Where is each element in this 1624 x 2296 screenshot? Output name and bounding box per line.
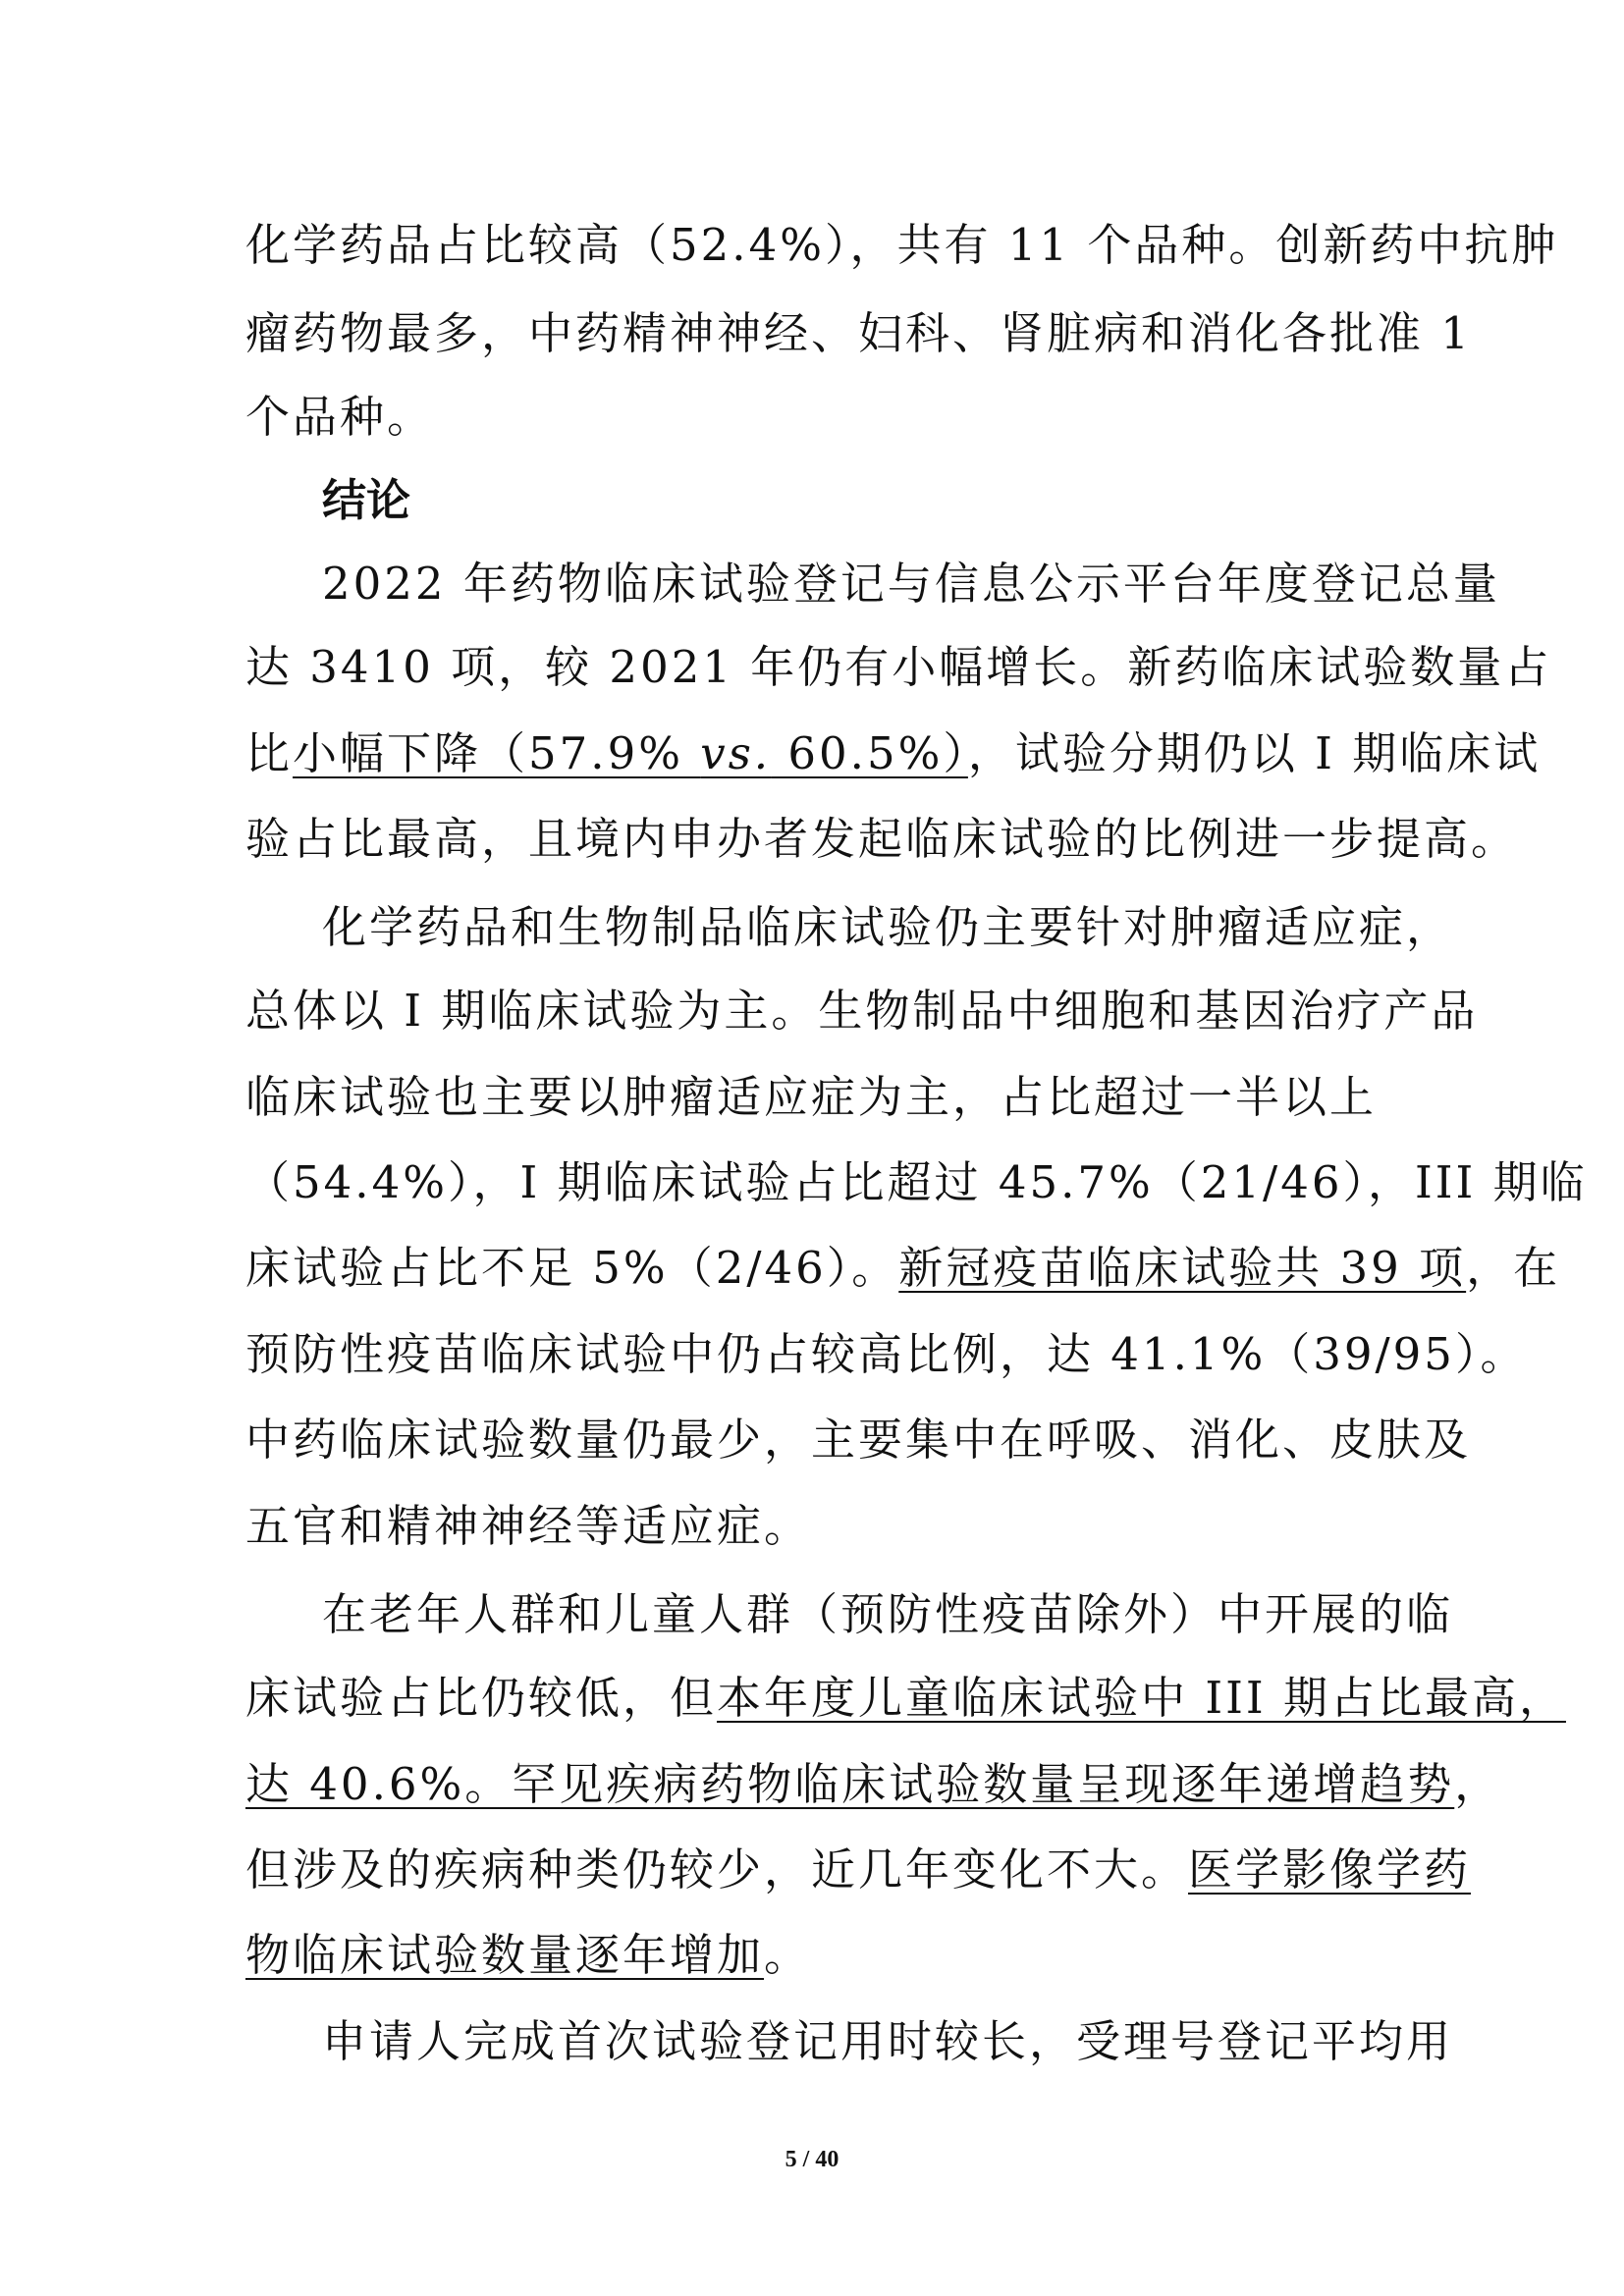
underlined-text	[293, 727, 968, 779]
underlined-text: 达 40.6%。罕见疾病药物临床试验数量呈现逐年递增趋势	[245, 1758, 1455, 1810]
text-line: 2022 年药物临床试验登记与信息公示平台年度登记总量	[322, 558, 1500, 610]
underlined-text: 医学影像学药	[1188, 1843, 1472, 1896]
italic-text: vs.	[700, 727, 772, 779]
text-line: 中药临床试验数量仍最少，主要集中在呼吸、消化、皮肤及	[245, 1414, 1472, 1466]
text-line	[245, 1841, 1472, 1899]
text-span: ，试验分期仍以 I 期临床试	[967, 727, 1542, 779]
text-line: 化学药品占比较高（52.4%），共有 11 个品种。创新药中抗肿	[245, 219, 1559, 271]
text-span: 比	[245, 727, 294, 779]
text-span: 小幅下降（57.9%	[293, 727, 701, 779]
text-span: ，在	[1466, 1242, 1561, 1294]
text-line: （54.4%），I 期临床试验占比超过 45.7%（21/46），III 期临	[245, 1156, 1588, 1208]
text-line	[245, 1239, 1561, 1298]
text-line: 达 3410 项，较 2021 年仍有小幅增长。新药临床试验数量占	[245, 641, 1552, 693]
text-line	[245, 1926, 1394, 1985]
text-line: 临床试验也主要以肿瘤适应症为主，占比超过一半以上	[245, 1071, 1378, 1123]
text-line: 瘤药物最多，中药精神神经、妇科、肾脏病和消化各批准 1	[245, 307, 1472, 359]
text-span: 床试验占比仍较低，但	[245, 1672, 718, 1724]
page-number: 5 / 40	[785, 2147, 839, 2172]
underlined-text: 物临床试验数量逐年增加	[245, 1929, 765, 1981]
text-line: 个品种。	[245, 391, 435, 443]
text-span: 床试验占比不足 5%（2/46）。	[245, 1242, 899, 1294]
text-line: 申请人完成首次试验登记用时较长，受理号登记平均用	[322, 2015, 1454, 2067]
text-line	[245, 1669, 1566, 1728]
text-line: 化学药品和生物制品临床试验仍主要针对肿瘤适应症，	[322, 901, 1454, 953]
text-line: 验占比最高，且境内申办者发起临床试验的比例进一步提高。	[245, 813, 1519, 865]
text-line	[245, 1755, 1502, 1814]
text-line: 在老年人群和儿童人群（预防性疫苗除外）中开展的临	[322, 1588, 1454, 1640]
underlined-text: 本年度儿童临床试验中 III 期占比最高，	[717, 1672, 1566, 1724]
text-span: 。	[764, 1929, 812, 1981]
text-line	[245, 724, 1542, 783]
text-line: 预防性疫苗临床试验中仍占较高比例，达 41.1%（39/95）。	[245, 1328, 1528, 1380]
underlined-text: 新冠疫苗临床试验共 39 项	[898, 1242, 1467, 1294]
text-span: 但涉及的疾病种类仍较少，近几年变化不大。	[245, 1843, 1189, 1896]
text-span: ，	[1454, 1758, 1502, 1810]
text-span: 60.5%）	[771, 727, 968, 779]
text-line: 五官和精神神经等适应症。	[245, 1500, 812, 1552]
section-heading: 结论	[322, 474, 411, 526]
text-line: 总体以 I 期临床试验为主。生物制品中细胞和基因治疗产品	[245, 985, 1479, 1037]
